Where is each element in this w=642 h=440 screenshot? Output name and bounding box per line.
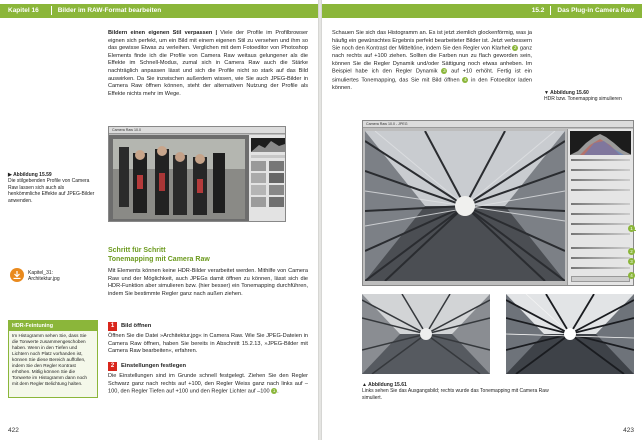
screenshot-callout-3: 3 [628,258,635,265]
intro-paragraph [108,30,308,98]
before-image [362,294,490,374]
hdr-tip-text: Im Histogramm sehen Sie, dass Sie die Tonwerte zusammengeschoben haben. Wenn in den Tiefen und Lichtern noch Platz vorhanden ist, können Sie diese Bereich auffüllen, indem Sie den Regler Kontrast erhöhen. Mitlig können Sie die Tonwerte im Histogramm dann noch mit dem Regler Belichtung halten. [12,333,88,386]
adjustment-panel [567,129,633,285]
architecture-photo [365,131,565,281]
callout-badge-1: 1 [272,388,276,394]
page-number-left: 422 [8,427,19,434]
intro-bold: Bildern einen eigenen Stil verpassen | [108,30,218,36]
download-file-icon [10,268,24,282]
figure-15-59-caption [8,172,96,204]
step-2-heading: 2 Einstellungen festlegen [108,362,186,371]
open-image-button[interactable] [571,276,630,282]
screenshot-titlebar-right: Camera Raw 10.0 - JPEG [363,121,633,128]
step-2-text: Die Einstellungen sind im Grunde schnell festgelegt. Ziehen Sie den Regler Schwarz ganz nach rechts auf +100, den Regler Weiss ganz nach links auf –100, den Regler Tiefen auf +100 und den Regler Lichter auf –100 1 . [108,373,308,395]
right-paragraph: Schauen Sie sich das Histogramm an. Es ist jetzt ziemlich glockenförmig, was ja häufig ein gewünschtes Ergebnis perfekt bearbeiteter Bilder ist. Jetzt verbessern Sie noch den Kontrast der Mitteltöne, indem Sie den Regler von Klarheit 2 ganz nach rechts auf +100 ziehen. Sollten die Farben nun zu flach geworden sein, können Sie die Regler Dynamik und/oder Sättigung noch etwas anheben. Im Beispiel habe ich den Regler Dynamik 3 auf +10 erhöht. Fertig ist ein simuliertes Tonemapping, das Sie mit Bild öffnen 4 in den Fotoeditor laden können. [332,30,532,91]
step-1-text: Öffnen Sie die Datei »Architektur.jpg« in Camera Raw. Wie Sie JPEG-Dateien in Camera Raw öffnen, haben Sie bereits in Abschnitt 15.2.13, »JPEG-Bilder mit Camera Raw bearbeiten«, erfahren. [108,333,308,355]
intro-text: Viele der Profile im Profilbrowser eignen sich perfekt, um ein Bild mit einem eigenen Stil zu versehen und ihm so das gewisse Etwas zu verleihen. Verglichen mit dem Fotoeditor von Photoshop Elements finde ich die Profile von Camera Raw weitaus gelungener als die Effekte im Schnell-Modus, zumal sich in Camera Raw auch die Stärke nachträglich anpassen lässt und sich die Profile nicht so stark auf das Bild auswirken. Da Sie inzwischen außerdem wissen, wie Sie auch JPEG-Bilder in Camera Raw öffnen können, steht der alternativen Nutzung der Profile als Effekte nichts mehr im Wege. [108,30,308,97]
step-1-heading: 1 Bild öffnen [108,322,151,331]
step-2-number: 2 [108,362,117,371]
right-running-header [322,4,642,18]
step-1-number: 1 [108,322,117,331]
after-image [506,294,634,374]
camera-raw-screenshot-portrait [108,126,286,222]
right-page [322,0,642,440]
left-page [0,0,318,440]
hdr-tip-box [8,320,98,398]
header-chapter: Kapitel 16 [8,7,39,14]
histogram [570,131,631,155]
screenshot-callout-2: 2 [628,248,635,255]
header-title: Bilder im RAW-Format bearbeiten [57,7,162,14]
callout-badge-3: 3 [443,68,446,74]
file-reference: Kapitel_31: Architektur.jpg [28,270,60,283]
figure-15-60-caption: ▼ Abbildung 15.60 HDR bzw. Tonemapping simulieren [544,90,622,103]
figure-number: ▶ Abbildung 15.59 [8,172,52,178]
portrait-photo [109,135,286,222]
hdr-tip-title: HDR-Feintuning [9,321,97,331]
header-title-right: Das Plug-in Camera Raw [557,7,634,14]
figure-15-61-caption: ▲ Abbildung 15.61 Links sehen Sie das Ausgangsbild; rechts wurde das Tonemapping mit Camera Raw simuliert. [362,382,549,401]
page-number-right: 423 [623,427,634,434]
header-section: 15.2 [531,7,545,14]
camera-raw-screenshot-architecture [362,120,634,286]
step-intro-paragraph: Mit Elements können keine HDR-Bilder verarbeitet werden. Mithilfe von Camera Raw und der Möglichkeit, auch JPEGs damit öffnen zu können, lässt sich die HDR-Funktion aber simulieren bzw. (hier besser) ein Tonemapping durchführen, indem Sie bestimmte Regler ganz nach außen ziehen. [108,268,308,297]
step-by-step-title: Schritt für Schritt Tonemapping mit Camera Raw [108,247,210,263]
screenshot-callout-4: 4 [628,272,635,279]
callout-badge-2: 2 [514,45,517,51]
screenshot-titlebar: Camera Raw 10.0 [109,127,285,134]
screenshot-callout-1: 1 [628,225,635,232]
callout-badge-4: 4 [464,76,467,82]
figure-caption-text: Die stilgebenden Profile von Camera Raw lassen sich auch als henkömmliche Effekte auf JPEG-Bilder anwenden. [8,178,95,204]
left-running-header [0,4,318,18]
